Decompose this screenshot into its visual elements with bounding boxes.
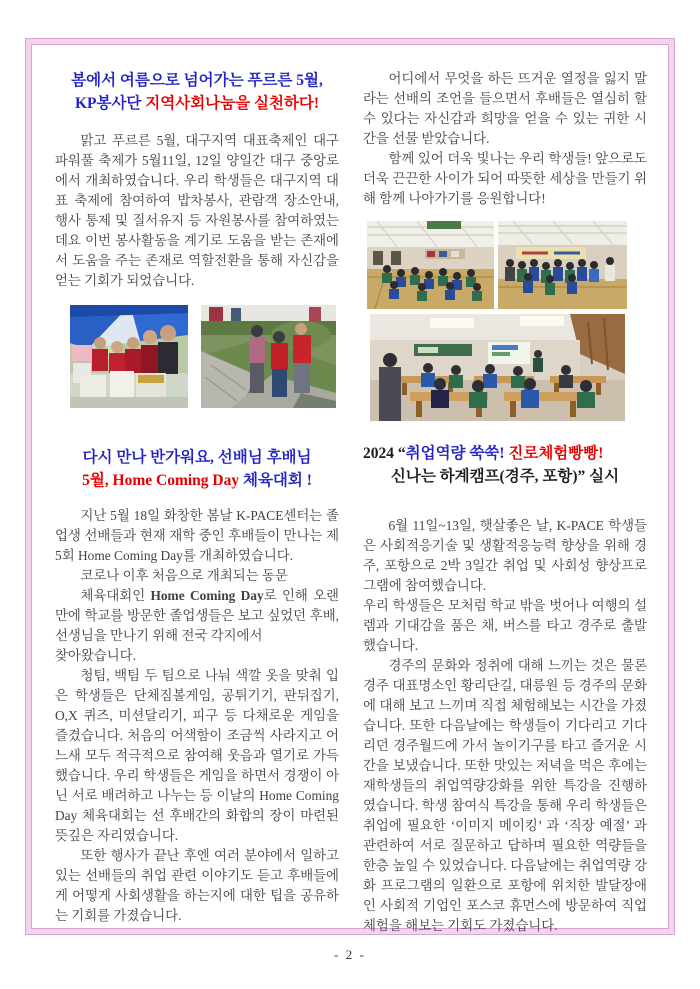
festival-path-photo <box>201 305 336 408</box>
text-run: 다시 만나 반가워요, 선배님 후배님 <box>82 449 312 466</box>
text-run: 어디에서 무엇을 하든 뜨거운 열정을 잃지 말라는 선배의 조언을 들으면서 후배들은 열심히 할 수 있다는 자신감과 희망을 얻을 수 있는 귀한 시간을 선물 받았습니다. <box>363 71 647 146</box>
text-run: KP봉사단 <box>74 95 146 112</box>
text-run: 맑고 푸르른 5월, 대구지역 대표축제인 대구 파워풀 축제가 5월11일, 12일 양일간 대구 중앙로에서 개최하였습니다. 우리 학생들은 대구지역 대표 축제에 참여하여 밥차봉사, 관람객 장소안내, 행사 통제 및 질서유지 등 자원봉사를 참여하였는데요 이번 봉사활동을 계기로 도움을 받는 존재에서 도움을 주는 존재로 역할전환을 통해 자신감을 얻는 기회가 되었습니다. <box>55 133 339 288</box>
text-run: 경주의 문화와 정취에 대해 느끼는 것은 물론 경주 대표명소인 황리단길, 대릉원 등 경주의 문화에 대해 보고 느끼며 직접 체험해보는 시간을 가졌습니다. 또한 다음날에는 학생들이 기다리고 기다리던 경주월드에 가서 놀이기구를 타고 즐거운 시간을 보냈습니다. 또한 맛있는 저녁을 먹은 후에는 재학생들의 취업역량강화를 위한 특강을 진행하였습니다. 학생 참여식 특강을 통해 우리 학생들은 취업에 필요한 ‘이미지 메이킹’ 과 ‘직장 예절’ 과 관련하여 서로 질문하고 답하며 필요한 역량들을 한층 높일 수 있었습니다. 다음날에는 취업역량 강화 프로그램의 일환으로 포항에 위치한 발달장애인 사회적 기업인 포스코 휴먼스에 방문하여 직업체험을 해보는 기회도 가졌습니다. <box>363 658 647 933</box>
text-run: 신나는 하계캠프(경주, 포항)” 실시 <box>390 468 620 485</box>
right-column <box>363 65 647 933</box>
text-run: 진로체험빵빵! <box>508 445 604 462</box>
text-run: 체육대회인 <box>80 588 151 603</box>
paragraph <box>363 656 647 936</box>
paragraph <box>363 69 647 149</box>
article2-photos <box>363 221 647 421</box>
article2-title <box>55 446 339 492</box>
gym-group-photo <box>498 221 627 309</box>
text-run: 우리 학생들은 모처럼 학교 밖을 벗어나 여행의 설렘과 기대감을 품은 채, 버스를 타고 경주로 출발했습니다. <box>363 598 647 653</box>
paragraph <box>55 506 339 566</box>
text-run: 함께 있어 더욱 빛나는 우리 학생들! 앞으로도 더욱 끈끈한 사이가 되어 따뜻한 세상을 만들기 위해 함께 나아가기를 응원합니다! <box>363 151 647 206</box>
paragraph <box>363 596 647 656</box>
title-line <box>55 469 339 492</box>
paragraph <box>363 149 647 209</box>
text-run: 5월, Home Coming Day <box>82 472 243 489</box>
text-run: 코로나 이후 처음으로 개최되는 동문 <box>80 568 288 583</box>
text-run: 청팀, 백팀 두 팀으로 나눠 색깔 옷을 맞춰 입은 학생들은 단체짐볼게임, 공튀기기, 판뒤집기, O,X 퀴즈, 미션달리기, 피구 등 다채로운 게임을 즐겼습니다. 처음의 어색함이 조금씩 사라지고 어느새 모두 적극적으로 참여해 웃음과 열기로 가득했습니다. 우리 학생들은 게임을 하면서 경쟁이 아닌 서로 배려하고 나누는 등 이날의 Home Coming Day 체육대회는 선 후배간의 화합의 장이 마련된 뜻깊은 자리였습니다. <box>55 668 339 843</box>
left-column <box>55 65 339 923</box>
text-run: 체육대회 ! <box>242 472 312 489</box>
text-run: 6월 11일~13일, 햇살좋은 날, K-PACE 학생들은 사회적응기술 및 생활적응능력 향상을 위해 경주, 포항으로 2박 3일간 취업 및 사회성 향상프로그램에 참여했습니다. <box>363 518 647 593</box>
paragraph <box>55 846 339 926</box>
article3-title <box>363 442 647 488</box>
text-run: 봄에서 여름으로 넘어가는 푸르른 5월, <box>71 72 323 89</box>
text-run: 찾아왔습니다. <box>55 648 136 663</box>
classroom-lecture-photo <box>370 314 625 421</box>
paragraph <box>55 586 339 666</box>
text-run: 지난 5월 18일 화창한 봄날 K-PACE센터는 졸업생 선배들과 현재 재학 중인 후배들이 만나는 제5회 Home Coming Day를 개최하였습니다. <box>55 508 339 563</box>
paragraph <box>55 131 339 291</box>
gym-seated-photo <box>367 221 494 309</box>
article1-photos <box>55 305 339 408</box>
page-number: - 2 - <box>334 947 366 962</box>
title-line <box>55 69 339 92</box>
article1-body <box>55 131 339 291</box>
text-run: Home Coming Day <box>150 588 264 603</box>
page-frame <box>25 38 675 935</box>
text-run: 또한 행사가 끝난 후엔 여러 분야에서 일하고 있는 선배들의 취업 관련 이야기도 듣고 후배들에게 어떻게 사회생활을 하는지에 대한 팁을 공유하는 기회를 가졌습니다. <box>55 848 339 923</box>
paragraph <box>363 516 647 596</box>
title-line <box>55 92 339 115</box>
festival-tent-photo <box>70 305 188 408</box>
text-run: 2024 “ <box>363 445 406 462</box>
title-line <box>363 465 647 488</box>
article2-body-continued <box>363 69 647 209</box>
title-line <box>55 446 339 469</box>
article1-title <box>55 69 339 115</box>
paragraph <box>55 666 339 846</box>
article2-body <box>55 506 339 926</box>
text-run: 지역사회나눔을 실천하다! <box>145 95 320 112</box>
text-run: 로 인해 오랜 만에 학교를 방문한 졸업생들은 보고 싶었던 후배, 선생님을 만나기 위해 전국 각지에서 <box>55 588 339 643</box>
title-line <box>363 442 647 465</box>
article3-body <box>363 516 647 936</box>
text-run: 취업역량 쑥쑥! <box>405 445 505 462</box>
paragraph <box>55 566 339 586</box>
